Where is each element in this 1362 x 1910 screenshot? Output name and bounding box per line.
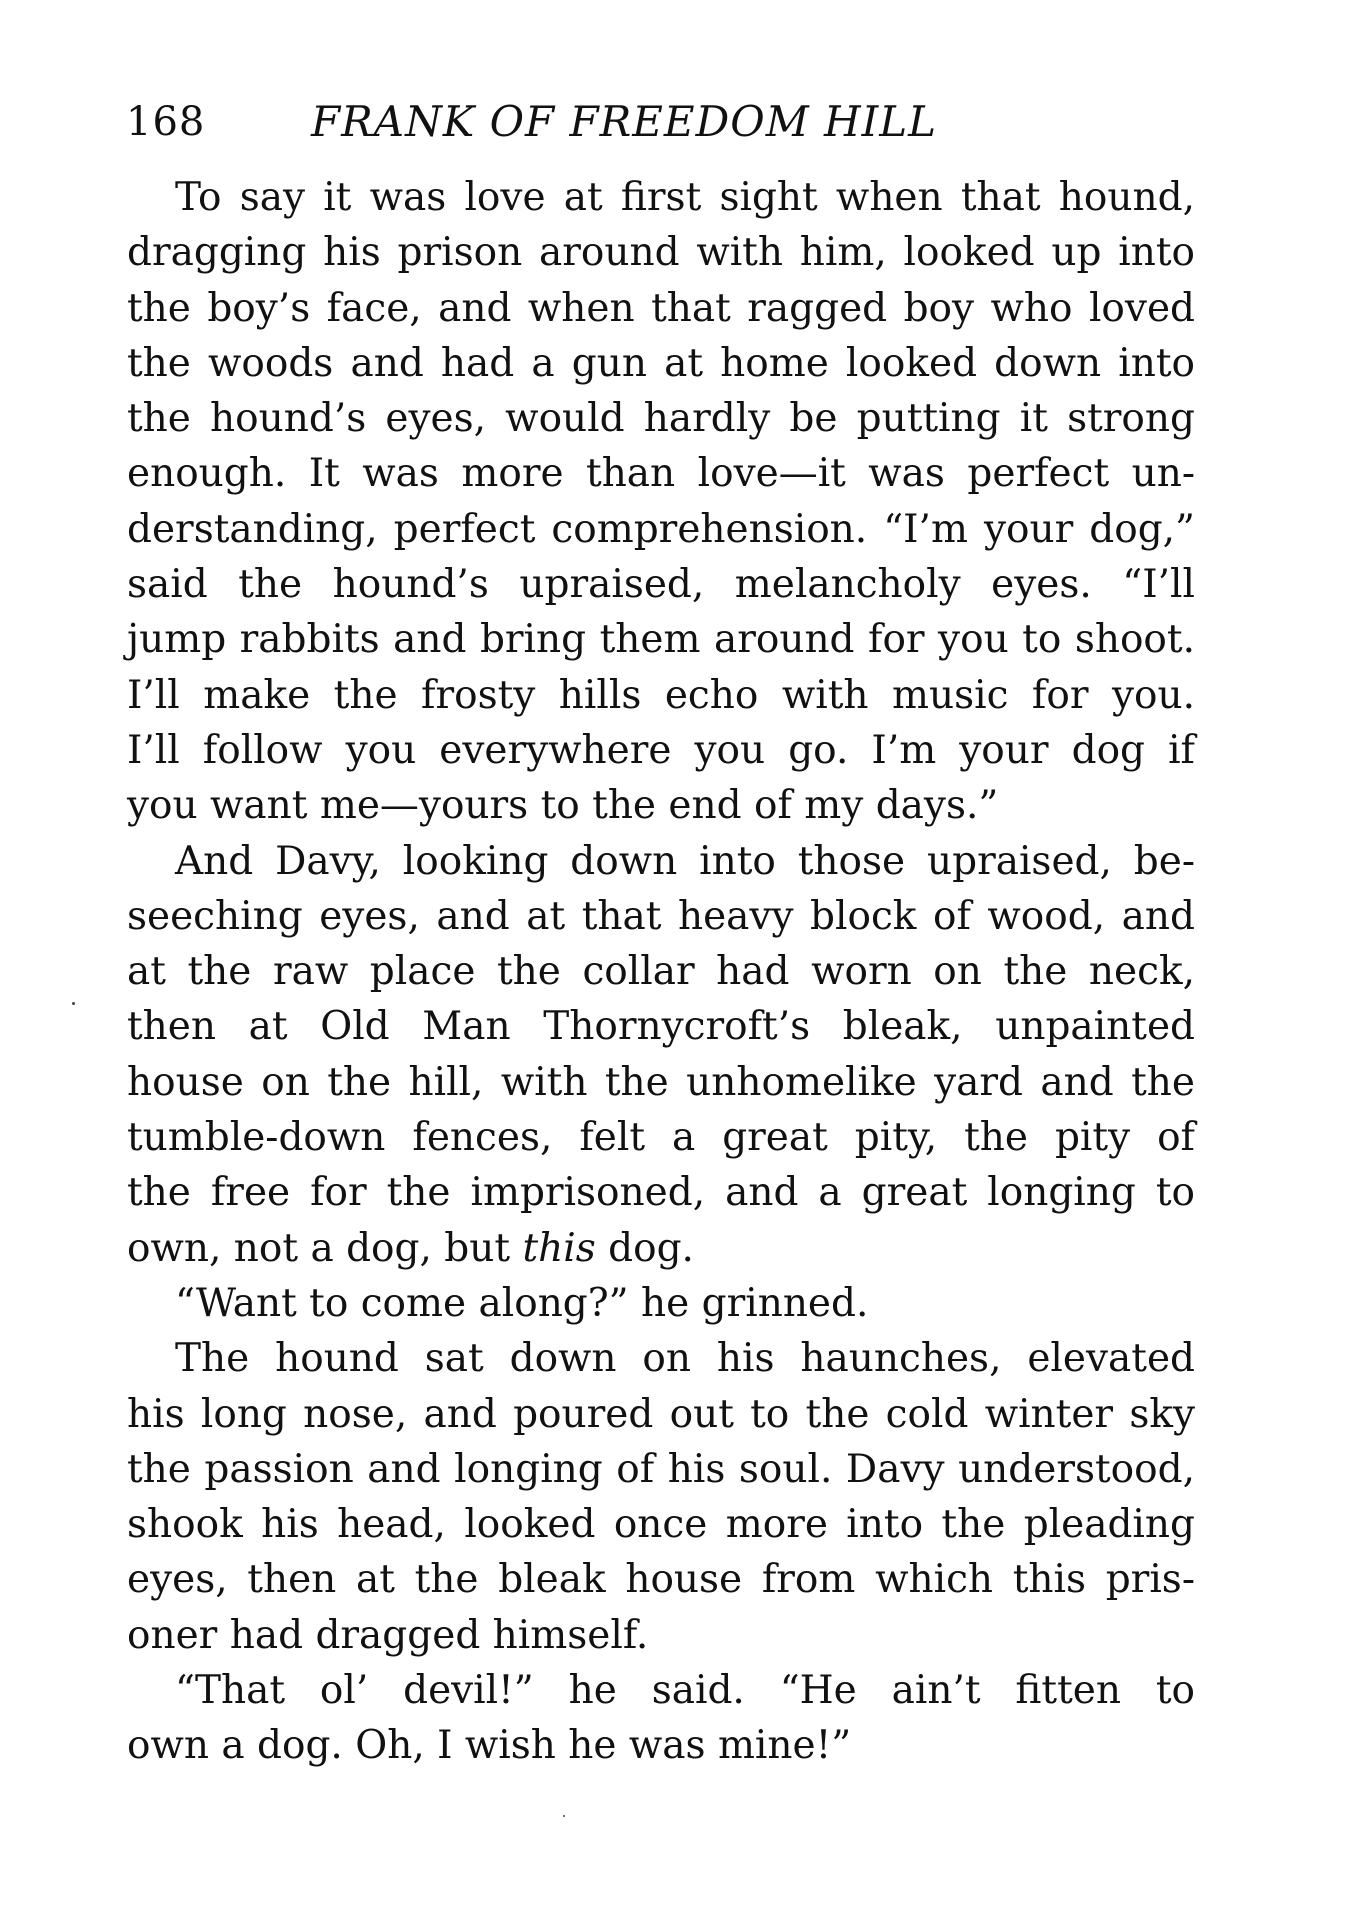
text-line: the passion and longing of his soul. Davy understood, — [127, 1446, 1195, 1492]
text-line: shook his head, looked once more into the pleading — [127, 1502, 1195, 1548]
text-line: And Davy, looking down into those upraised, be- — [175, 838, 1195, 884]
text-line: I’ll follow you everywhere you go. I’m your dog if — [127, 727, 1195, 773]
text-line: at the raw place the collar had worn on the neck, — [127, 949, 1195, 995]
text-line: “That ol’ devil!” he said. “He ain’t fitten to — [175, 1668, 1195, 1714]
running-title: FRANK OF FREEDOM HILL — [311, 97, 938, 146]
text-line: his long nose, and poured out to the cold winter sky — [127, 1391, 1195, 1437]
text-run: own, not a dog, but — [127, 1225, 523, 1271]
page-number: 168 — [126, 99, 206, 145]
text-line: dragging his prison around with him, looked up into — [127, 230, 1195, 276]
text-line: you want me—yours to the end of my days.” — [127, 783, 999, 829]
text-line: the woods and had a gun at home looked down into — [127, 340, 1195, 386]
body-text — [127, 170, 1195, 1774]
text-line: the boy’s face, and when that ragged boy who loved — [127, 285, 1195, 331]
text-line: seeching eyes, and at that heavy block of wood, and — [127, 893, 1195, 939]
text-line: enough. It was more than love—it was perfect un- — [127, 451, 1195, 497]
text-line: eyes, then at the bleak house from which this pris- — [127, 1557, 1195, 1603]
text-line: I’ll make the frosty hills echo with music for you. — [127, 672, 1195, 718]
text-line: said the hound’s upraised, melancholy eyes. “I’ll — [127, 562, 1195, 608]
text-line: house on the hill, with the unhomelike yard and the — [127, 1059, 1195, 1105]
text-run: dog. — [595, 1225, 694, 1271]
text-line: own a dog. Oh, I wish he was mine!” — [127, 1723, 852, 1769]
text-line — [127, 1221, 1195, 1276]
italic-word: this — [522, 1225, 596, 1271]
text-line: then at Old Man Thornycroft’s bleak, unpainted — [127, 1004, 1195, 1050]
text-line: the free for the imprisoned, and a great longing to — [127, 1170, 1195, 1216]
text-line: tumble-down fences, felt a great pity, the pity of — [127, 1115, 1195, 1161]
text-line: oner had dragged himself. — [127, 1612, 649, 1658]
print-speck — [563, 1815, 565, 1817]
text-line: To say it was love at first sight when that hound, — [175, 175, 1195, 220]
text-line: the hound’s eyes, would hardly be putting it strong — [127, 396, 1195, 442]
text-line: derstanding, perfect comprehension. “I’m your dog,” — [127, 506, 1195, 552]
text-line: jump rabbits and bring them around for you to shoot. — [127, 617, 1195, 663]
print-speck — [72, 1002, 75, 1005]
page-header — [126, 92, 1196, 152]
text-line: The hound sat down on his haunches, elevated — [175, 1336, 1195, 1382]
text-line: “Want to come along?” he grinned. — [175, 1280, 869, 1326]
